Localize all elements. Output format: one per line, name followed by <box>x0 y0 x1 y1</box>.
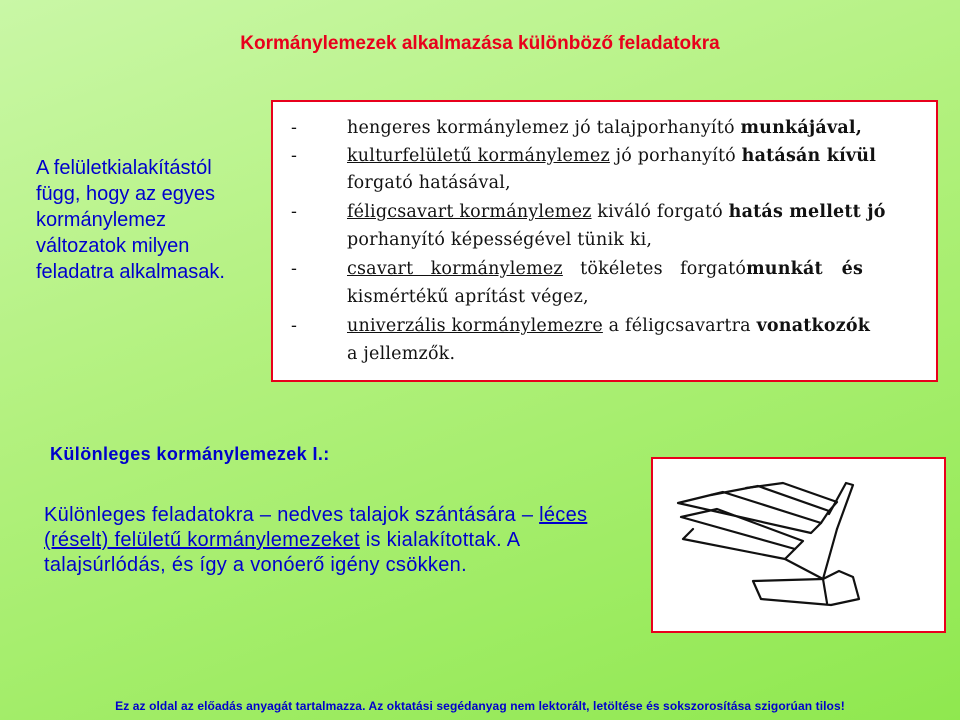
body-paragraph: Különleges feladatokra – nedves talajok szántására – léces (réselt) felületű kormánylemezeket is kialakítottak. A talajsúrlódás, és így a vonóerő igény csökken. <box>44 504 588 576</box>
intro-line: függ, hogy az egyes <box>36 183 216 205</box>
list-item-continuation: kismértékű aprítást végez, <box>347 287 589 307</box>
intro-line: feladatra alkalmasak. <box>36 261 225 283</box>
list-item-continuation: forgató hatásával, <box>347 173 511 193</box>
list-item-continuation: porhanyító képességével tünik ki, <box>347 230 653 250</box>
slide-title: Kormánylemezek alkalmazása különböző feladatokra <box>240 33 720 54</box>
term: féligcsavart kormánylemez <box>347 202 592 222</box>
intro-line: változatok milyen <box>36 235 190 257</box>
list-dash: - <box>291 118 297 138</box>
intro-line: kormánylemez <box>36 209 167 231</box>
footer-notice: Ez az oldal az előadás anyagát tartalmazza. Az oktatási segédanyag nem lektorált, letöltése és sokszorosítása szigorúan tilos! <box>115 699 845 713</box>
term: hengeres kormánylemez <box>347 118 569 138</box>
figure-box <box>651 457 946 633</box>
list-dash: - <box>291 146 297 166</box>
term: kulturfelületű kormánylemez <box>347 146 610 166</box>
list-dash: - <box>291 202 297 222</box>
list-item-line: csavart kormánylemez tökéletes forgatómunkát és <box>347 259 864 279</box>
list-item-line: kulturfelületű kormánylemez jó porhanyító hatásán kívül <box>347 146 877 166</box>
list-item-line: hengeres kormánylemez jó talajporhanyító munkájával, <box>347 118 863 138</box>
list-dash: - <box>291 316 297 336</box>
list-item-continuation: a jellemzők. <box>347 344 456 364</box>
intro-text <box>36 155 276 285</box>
term: univerzális kormánylemezre <box>347 316 603 336</box>
intro-line: A felületkialakítástól <box>36 157 212 179</box>
list-dash: - <box>291 259 297 279</box>
section-subtitle: Különleges kormánylemezek I.: <box>50 444 330 464</box>
slatted-moldboard-plow-icon <box>653 459 944 631</box>
highlighted-term: léces (réselt) felületű kormánylemezeket <box>44 504 588 551</box>
scanned-text-box <box>271 100 938 382</box>
list-item-line: féligcsavart kormánylemez kiváló forgató hatás mellett jó <box>347 202 886 222</box>
list-item-line: univerzális kormánylemezre a féligcsavartra vonatkozók <box>347 316 871 336</box>
term: csavart kormánylemez <box>347 259 563 279</box>
